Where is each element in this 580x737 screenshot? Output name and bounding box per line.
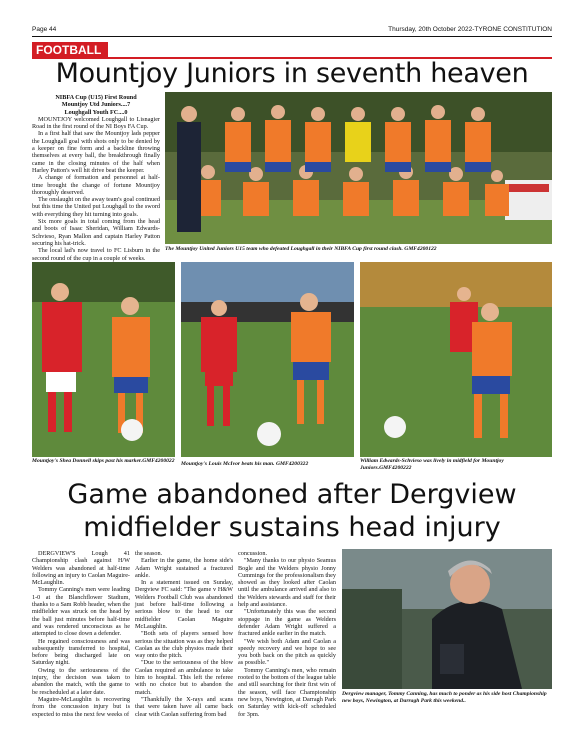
story2-column-1: [32, 550, 130, 718]
story1-headline: Mountjoy Juniors in seventh heaven: [55, 58, 529, 89]
manager-photo: [342, 549, 552, 689]
story1-subhead: Loughgall Youth FC....0: [64, 108, 128, 116]
story2-paragraph: "Unfortunately this was the second stoppage in the game as Welders defender Adam Wright suffered a fractured ankle earlier in the match.: [238, 608, 336, 638]
page-number: Page 44: [32, 26, 57, 33]
story1-subhead: NIBFA Cup (U15) First Round: [55, 94, 137, 101]
story2-column-2: [135, 550, 233, 718]
action-photo-2: [181, 262, 354, 457]
header-rule: [32, 36, 552, 37]
story1-subhead: Mountjoy Utd Juniors....7: [61, 101, 131, 109]
manager-photo-caption: Dergview manager, Tommy Canning, has much to ponder as his side host Championship new boys, Newington, at Darragh Park this weekend..: [342, 691, 547, 704]
story2-headline-line: Game abandoned after Dergview: [67, 479, 517, 510]
story2-paragraph: In a statement issued on Sunday, Dergview FC said: "The game v H&W Welders Football Club was abandoned just before half-time following a serious blow to the head to our midfielder Caolan Maguire McLaughlin.: [135, 579, 233, 630]
story2-paragraph: "We wish both Adam and Caolan a speedy recovery and we hope to see you both back on the pitch as quickly as possible.": [238, 637, 336, 667]
action-photo-2-caption: Mountjoy's Louis McIvor beats his man. GMF4200322: [181, 461, 309, 467]
story1-paragraph: In a first half that saw the Mountjoy lads pepper the Loughgall goal with shots only to be denied by a keeper on fine form and a backline throwing themselves at every ball, the breakthrough finally came in the closing minutes of the half when Harley Patton's well hit drive beat the keeper.: [32, 130, 160, 174]
action-photo-3-caption: William Edwards-Schvieso was lively in midfield for Mountjoy Juniors.GMF4200222: [360, 458, 504, 471]
section-label: FOOTBALL: [32, 42, 108, 58]
team-photo-caption: The Mountjoy United Juniors U15 team who defeated Loughgall in their NIBFA Cup first round clash. GMF4200122: [165, 246, 437, 252]
story2-paragraph: He regained consciousness and was subsequently transferred to hospital, before being discharged late on Saturday night.: [32, 637, 130, 667]
story2-paragraph: Earlier in the game, the home side's Adam Wright sustained a fractured ankle.: [135, 557, 233, 579]
team-photo: [165, 92, 552, 244]
action-photo-1: [32, 262, 175, 457]
story2-paragraph: "Both sets of players sensed how serious the situation was as they helped Caolan as the club physios made their way onto the pitch.: [135, 630, 233, 660]
story2-paragraph: Tommy Canning's men, who remain rooted to the bottom of the league table and still searching for their first win of the season, will face Championship new boys, Newington, at Darragh Park on Saturday with kick-off scheduled for 3pm.: [238, 666, 336, 718]
story2-paragraph: "Thankfully the X-rays and scans that were taken have all came back clear with Caolan suffering from bad: [135, 695, 233, 718]
story1-paragraph: The local lad's now travel to FC Lisburn in the second round of the cup in a couple of weeks.: [32, 247, 160, 262]
story2-headline-line: midfielder sustains head injury: [83, 512, 501, 543]
action-photo-1-caption: Mountjoy's Shea Donnell skips past his marker.GMF4200022: [32, 458, 175, 464]
story2-paragraph: "Due to the seriousness of the blow Caolan required an ambulance to take him to hospital. This left the referee with no choice but to abandon the match.: [135, 659, 233, 696]
story1-paragraph: The onslaught on the away team's goal continued but this time the United put Loughgall to the sword with everything they hit turning into goals.: [32, 196, 160, 218]
action-photo-3: [360, 262, 552, 457]
story2-headline: [32, 478, 552, 544]
story2-paragraph: "Many thanks to our physio Seamus Bogle and the Welders physio Jonny Cummings for the professionalism they showed as they looked after Caolan until the ambulance arrived and also to the Welders stewards and staff for their help and assistance.: [238, 557, 336, 609]
story2-paragraph: Tommy Canning's men were leading 1-0 at the Blanchflower Stadium, thanks to a Sam Robb header, when the midfielder was struck on the head by the ball just minutes before half-time and was rendered unconscious as he attempted to close down a defender.: [32, 586, 130, 638]
story2-column-3: [238, 550, 336, 718]
date-and-paper: Thursday, 20th October 2022-TYRONE CONSTITUTION: [388, 26, 552, 33]
story2-paragraph: the season.: [135, 550, 163, 557]
story2-paragraph: Owing to the seriousness of the injury, the decision was taken to abandon the match, with the game to be rescheduled at a later date.: [32, 666, 130, 696]
story2-paragraph: DERGVIEW'S Lough 41 Championship clash against H/W Welders was abandoned at half-time following an injury to Caolan Maguire-McLaughlin.: [32, 550, 130, 587]
story1-paragraph: Six more goals in total coming from the head and boots of Isaac Sheridan, William Edwards-Schvieso, Ryan Mallon and captain Harley Patton securing his hat-trick.: [32, 218, 160, 247]
story1-paragraph: MOUNTJOY welcomed Loughgall to Lisnagier Road in the first round of the NI Boys FA Cup.: [32, 115, 160, 131]
story2-paragraph: concussion.: [238, 550, 268, 557]
page-header: [32, 24, 552, 36]
story1-body: [32, 94, 160, 262]
story2-paragraph: Maguire-McLaughlin is recovering from the concussion injury but is expected to miss the next few weeks of: [32, 695, 130, 718]
story1-paragraph: A change of formation and personnel at half-time brought the change of fortune Mountjoy thoroughly deserved.: [32, 174, 160, 196]
